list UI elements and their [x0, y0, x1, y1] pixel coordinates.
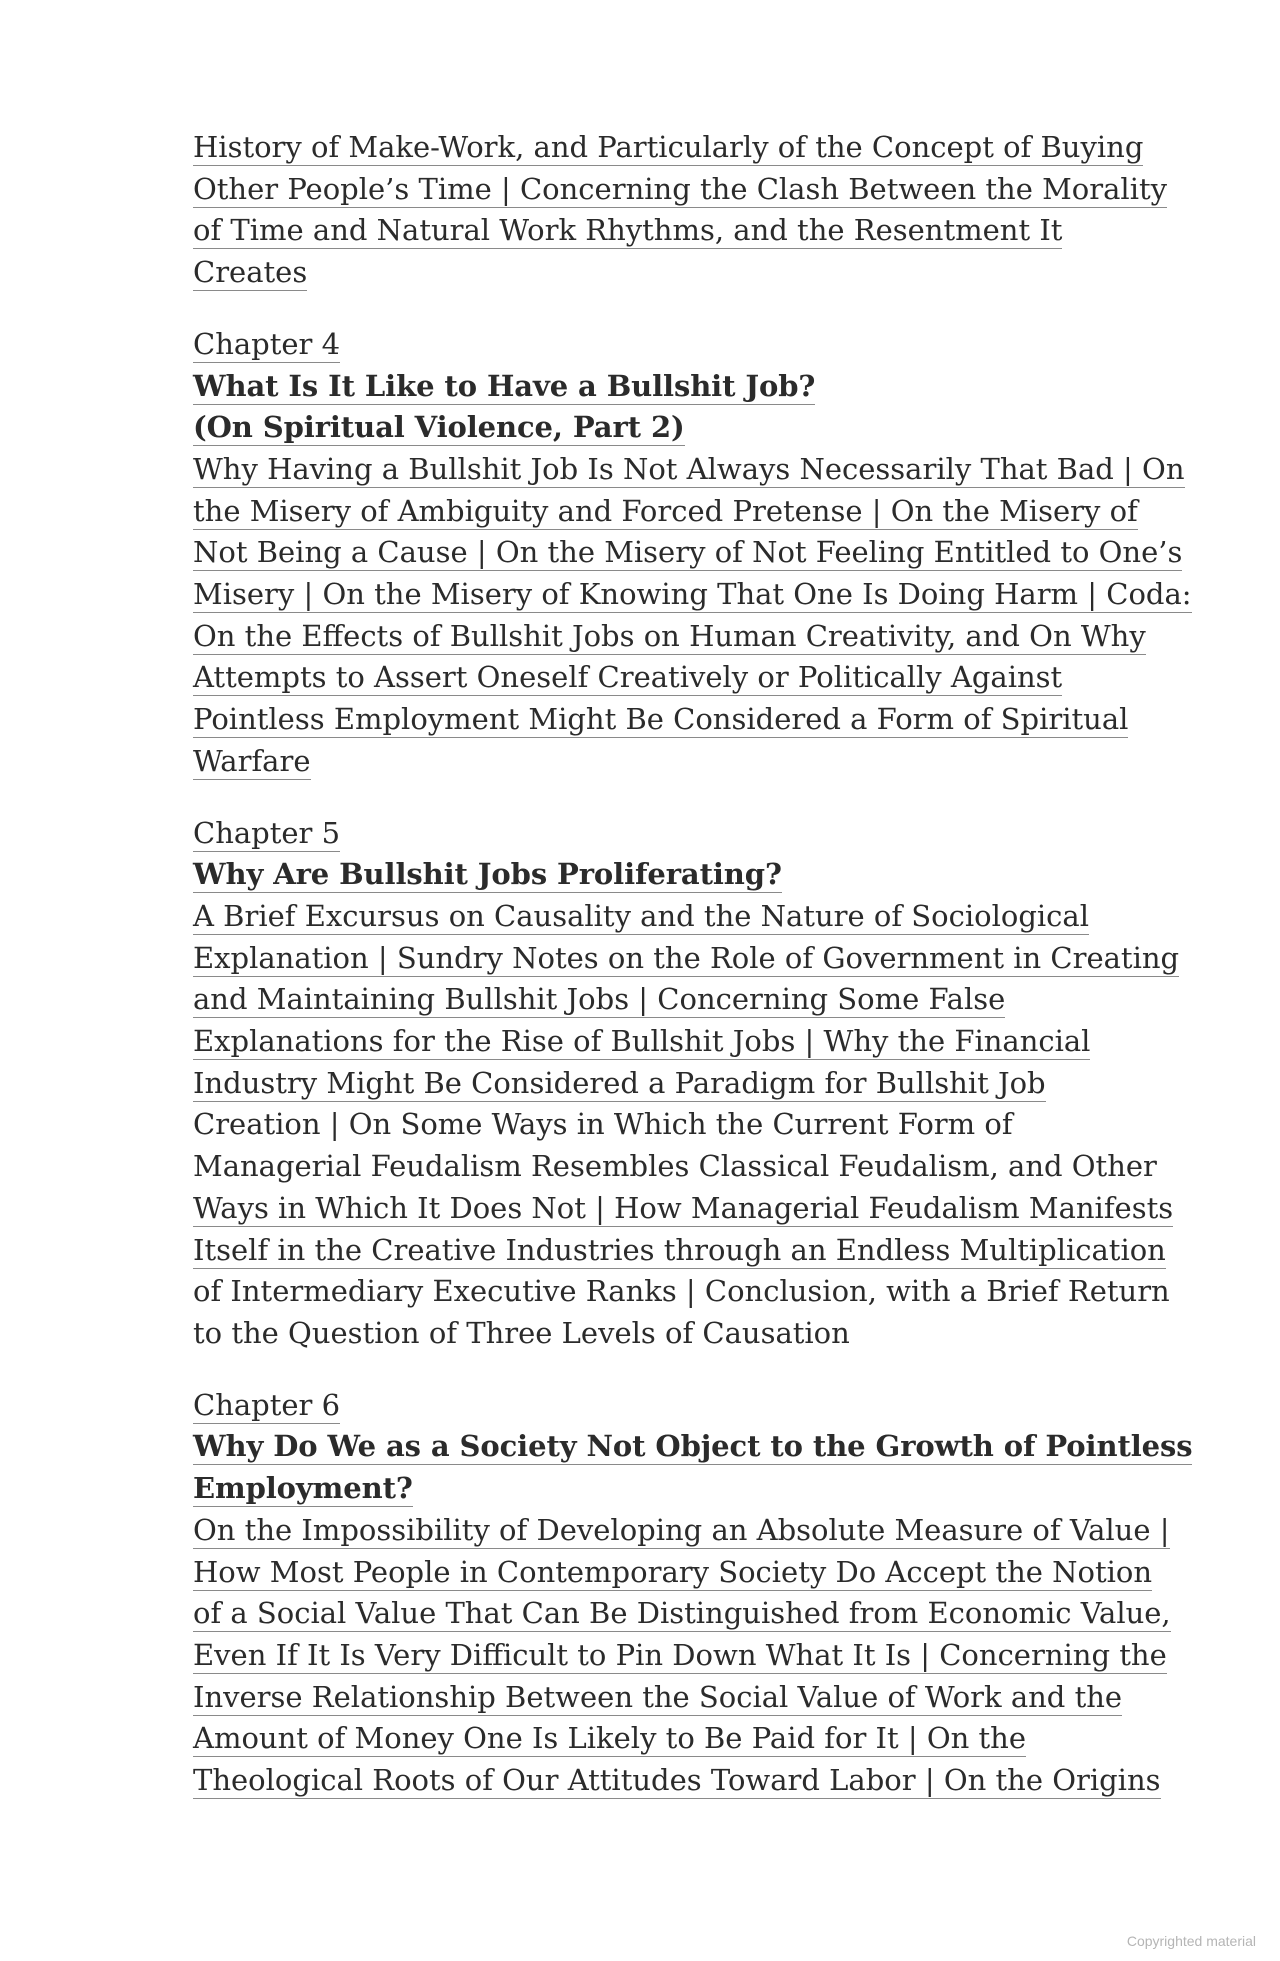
toc-line[interactable]: On the Impossibility of Developing an Absolute Measure of Value | — [193, 1512, 1170, 1547]
toc-line[interactable]: Amount of Money One Is Likely to Be Paid for It | On the — [193, 1721, 1026, 1756]
toc-line[interactable]: the Misery of Ambiguity and Forced Pretense | On the Misery of — [193, 493, 1138, 528]
copyright-watermark: Copyrighted material — [1126, 1933, 1256, 1949]
toc-line[interactable]: On the Effects of Bullshit Jobs on Human Creativity, and On Why — [193, 618, 1146, 653]
toc-line: to the Question of Three Levels of Causation — [193, 1315, 850, 1350]
chapter-title[interactable]: Employment? — [193, 1471, 413, 1506]
toc-line[interactable]: Attempts to Assert Oneself Creatively or Politically Against — [193, 660, 1063, 695]
chapter-3-continued-entries — [193, 127, 1168, 294]
toc-line[interactable]: History of Make-Work, and Particularly of the Concept of Buying — [193, 130, 1144, 164]
toc-line[interactable]: and Maintaining Bullshit Jobs | Concerning Some False — [193, 982, 1006, 1017]
toc-line[interactable]: Industry Might Be Considered a Paradigm for Bullshit Job — [193, 1065, 1046, 1100]
toc-line[interactable]: of a Social Value That Can Be Distinguished from Economic Value, — [193, 1596, 1171, 1631]
toc-line[interactable]: Explanations for the Rise of Bullshit Jobs | Why the Financial — [193, 1024, 1091, 1059]
chapter-label[interactable]: Chapter 6 — [193, 1387, 341, 1422]
chapter-title[interactable]: What Is It Like to Have a Bullshit Job? — [193, 368, 816, 403]
toc-line[interactable]: Creates — [193, 255, 308, 290]
toc-line: Managerial Feudalism Resembles Classical Feudalism, and Other — [193, 1149, 1157, 1184]
chapter-title[interactable]: Why Are Bullshit Jobs Proliferating? — [193, 857, 782, 892]
toc-line[interactable]: Theological Roots of Our Attitudes Toward Labor | On the Origins — [193, 1763, 1161, 1798]
toc-line[interactable]: Why Having a Bullshit Job Is Not Always Necessarily That Bad | On — [193, 451, 1185, 486]
toc-line[interactable]: Inverse Relationship Between the Social Value of Work and the — [193, 1679, 1123, 1714]
toc-line[interactable]: Warfare — [193, 743, 311, 778]
toc-line[interactable]: How Most People in Contemporary Society Do Accept the Notion — [193, 1554, 1153, 1589]
toc-line: of Intermediary Executive Ranks | Conclusion, with a Brief Return — [193, 1274, 1170, 1309]
toc-line[interactable]: Itself in the Creative Industries through an Endless Multiplication — [193, 1232, 1166, 1267]
toc-line[interactable]: Other People’s Time | Concerning the Clash Between the Morality — [193, 171, 1168, 206]
chapter-label[interactable]: Chapter 5 — [193, 815, 341, 850]
chapter-title[interactable]: Why Do We as a Society Not Object to the Growth of Pointless — [193, 1429, 1193, 1464]
toc-line[interactable]: Even If It Is Very Difficult to Pin Down What It Is | Concerning the — [193, 1637, 1167, 1672]
toc-line[interactable]: Ways in Which It Does Not | How Managerial Feudalism Manifests — [193, 1190, 1174, 1225]
chapter-4-section — [193, 324, 1192, 783]
chapter-title[interactable]: (On Spiritual Violence, Part 2) — [193, 410, 685, 445]
chapter-6-section — [193, 1385, 1193, 1802]
table-of-contents — [193, 127, 1193, 1802]
toc-line: Creation | On Some Ways in Which the Current Form of — [193, 1107, 1013, 1142]
toc-line[interactable]: Pointless Employment Might Be Considered a Form of Spiritual — [193, 702, 1129, 737]
toc-line[interactable]: Not Being a Cause | On the Misery of Not Feeling Entitled to One’s — [193, 535, 1183, 570]
chapter-5-section — [193, 813, 1180, 1355]
toc-line[interactable]: A Brief Excursus on Causality and the Nature of Sociological — [193, 898, 1089, 933]
toc-line[interactable]: of Time and Natural Work Rhythms, and the Resentment It — [193, 213, 1063, 248]
toc-line[interactable]: Misery | On the Misery of Knowing That One Is Doing Harm | Coda: — [193, 577, 1192, 612]
toc-line[interactable]: Explanation | Sundry Notes on the Role of Government in Creating — [193, 940, 1180, 975]
chapter-label[interactable]: Chapter 4 — [193, 326, 341, 361]
